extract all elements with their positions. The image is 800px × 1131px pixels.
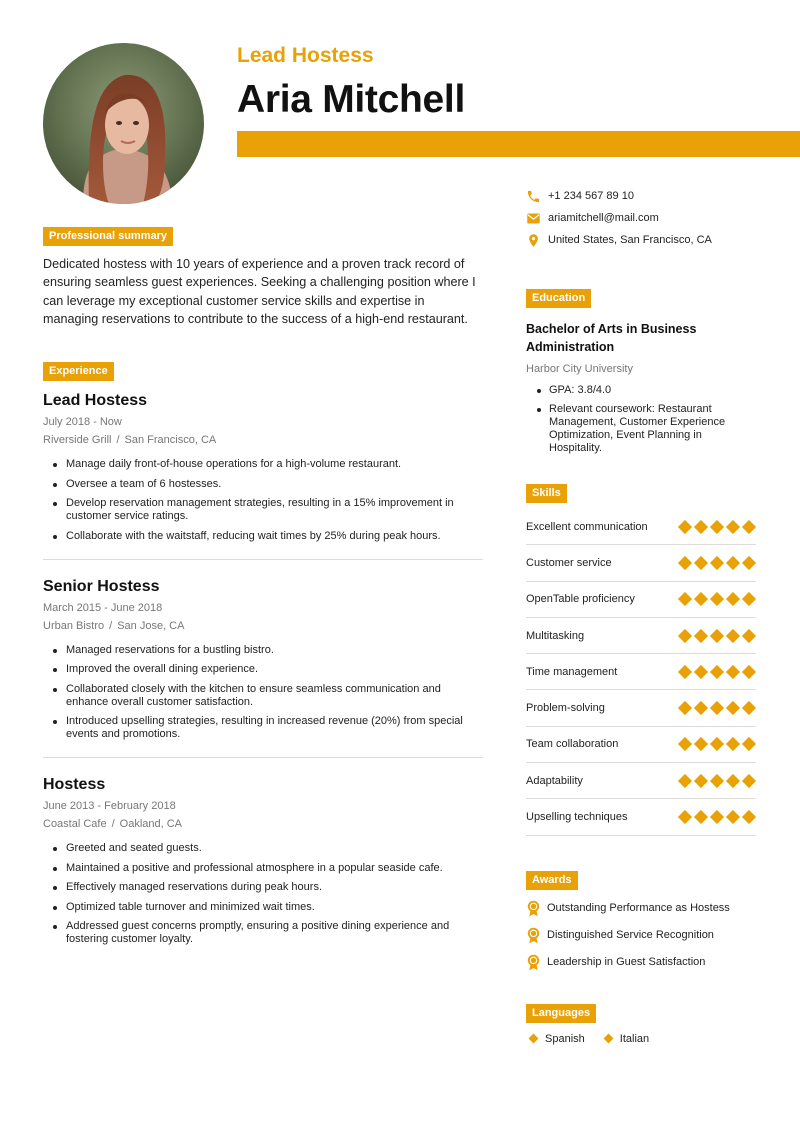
job-title: Lead Hostess (237, 44, 374, 67)
rating-diamond-icon (742, 701, 756, 715)
skill-rating (678, 776, 756, 786)
experience-heading: Experience (43, 362, 114, 381)
skill-name: Upselling techniques (526, 811, 628, 824)
skills-heading: Skills (526, 484, 567, 503)
rating-diamond-icon (726, 774, 740, 788)
separator: / (111, 818, 115, 831)
rating-diamond-icon (678, 737, 692, 751)
bullet-item: Effectively managed reservations during peak hours. (43, 881, 483, 894)
rating-diamond-icon (726, 665, 740, 679)
skill-row (526, 799, 756, 835)
skill-rating (678, 812, 756, 822)
location-text: United States, San Francisco, CA (548, 234, 712, 246)
skill-row (526, 763, 756, 799)
separator: / (109, 619, 113, 632)
accent-bar (237, 131, 800, 157)
divider (43, 559, 483, 560)
rating-diamond-icon (694, 737, 708, 751)
divider (43, 757, 483, 758)
skill-row (526, 690, 756, 726)
job-place (43, 434, 483, 446)
rating-diamond-icon (710, 665, 724, 679)
bullet-item: Collaborate with the waitstaff, reducing wait times by 25% during peak hours. (43, 530, 483, 543)
bullet-item: Improved the overall dining experience. (43, 663, 483, 676)
job-location: San Francisco, CA (124, 434, 217, 447)
rating-diamond-icon (694, 774, 708, 788)
rating-diamond-icon (694, 592, 708, 606)
bullet-item: Oversee a team of 6 hostesses. (43, 478, 483, 491)
rating-diamond-icon (742, 628, 756, 642)
rating-diamond-icon (710, 592, 724, 606)
rating-diamond-icon (742, 737, 756, 751)
rating-diamond-icon (710, 556, 724, 570)
bullet-item: Addressed guest concerns promptly, ensuring a positive dining experience and fostering customer loyalty. (43, 920, 483, 946)
job-title: Hostess (43, 776, 106, 794)
rating-diamond-icon (742, 774, 756, 788)
skill-rating (678, 522, 756, 532)
bullet-item: Greeted and seated guests. (43, 842, 483, 855)
skill-rating (678, 739, 756, 749)
rating-diamond-icon (742, 556, 756, 570)
language-item (526, 1033, 585, 1045)
awards-heading: Awards (526, 871, 578, 890)
skill-name: Time management (526, 665, 618, 678)
bullet-item: Collaborated closely with the kitchen to ensure seamless communication and enhance overall customer satisfaction. (43, 683, 483, 709)
skill-rating (678, 703, 756, 713)
skill-row (526, 582, 756, 618)
bullet-item: Relevant coursework: Restaurant Management, Customer Experience Optimization, Event Planning in Hospitality. (526, 403, 756, 455)
rating-diamond-icon (726, 810, 740, 824)
award-item (526, 895, 756, 922)
company-name: Coastal Cafe (43, 818, 107, 831)
bullet-item: Develop reservation management strategies, resulting in a 15% improvement in customer service ratings. (43, 497, 483, 523)
company-name: Urban Bistro (43, 619, 105, 632)
job-entry (43, 392, 483, 543)
job-entry (43, 776, 483, 946)
award-text: Leadership in Guest Satisfaction (547, 956, 706, 969)
medal-icon (526, 954, 541, 971)
rating-diamond-icon (678, 556, 692, 570)
rating-diamond-icon (726, 701, 740, 715)
bullet-item: GPA: 3.8/4.0 (526, 384, 756, 397)
phone-icon (526, 189, 541, 204)
skill-name: Team collaboration (526, 738, 619, 751)
job-dates: June 2013 - February 2018 (43, 800, 176, 813)
award-text: Outstanding Performance as Hostess (547, 902, 730, 915)
job-location: Oakland, CA (119, 818, 183, 831)
skill-name: Multitasking (526, 629, 585, 642)
rating-diamond-icon (678, 810, 692, 824)
rating-diamond-icon (694, 520, 708, 534)
medal-icon (526, 927, 541, 944)
education-bullets (526, 384, 756, 455)
rating-diamond-icon (678, 701, 692, 715)
rating-diamond-icon (678, 628, 692, 642)
bullet-item: Maintained a positive and professional atmosphere in a popular seaside cafe. (43, 862, 483, 875)
rating-diamond-icon (742, 810, 756, 824)
profile-photo (43, 43, 204, 204)
skills-list (526, 509, 756, 836)
rating-diamond-icon (678, 520, 692, 534)
contact-phone (526, 185, 756, 207)
full-name: Aria Mitchell (237, 78, 465, 121)
rating-diamond-icon (726, 592, 740, 606)
skill-rating (678, 594, 756, 604)
rating-diamond-icon (694, 701, 708, 715)
job-place (43, 818, 483, 830)
map-pin-icon (526, 233, 541, 248)
bullet-item: Managed reservations for a bustling bistro. (43, 644, 483, 657)
bullet-item: Manage daily front-of-house operations for a high-volume restaurant. (43, 458, 483, 471)
languages-list (526, 1033, 756, 1045)
award-item (526, 922, 756, 949)
rating-diamond-icon (710, 737, 724, 751)
languages-heading: Languages (526, 1004, 596, 1023)
rating-diamond-icon (710, 810, 724, 824)
phone-text: +1 234 567 89 10 (548, 190, 634, 202)
rating-diamond-icon (694, 556, 708, 570)
job-title: Lead Hostess (43, 392, 148, 410)
skill-name: OpenTable proficiency (526, 593, 635, 606)
job-location: San Jose, CA (117, 619, 185, 632)
contact-location (526, 229, 756, 251)
school-name: Harbor City University (526, 363, 633, 375)
skill-name: Excellent communication (526, 520, 648, 533)
medal-icon (526, 900, 541, 917)
degree-title: Bachelor of Arts in Business Administration (526, 322, 697, 354)
summary-heading: Professional summary (43, 227, 173, 246)
bullet-item: Optimized table turnover and minimized wait times. (43, 901, 483, 914)
diamond-bullet-icon (603, 1034, 613, 1044)
rating-diamond-icon (710, 520, 724, 534)
skill-rating (678, 631, 756, 641)
rating-diamond-icon (742, 592, 756, 606)
job-entry (43, 578, 483, 742)
rating-diamond-icon (678, 774, 692, 788)
award-item (526, 949, 756, 976)
rating-diamond-icon (710, 774, 724, 788)
rating-diamond-icon (726, 520, 740, 534)
company-name: Riverside Grill (43, 434, 112, 447)
rating-diamond-icon (694, 810, 708, 824)
rating-diamond-icon (742, 520, 756, 534)
rating-diamond-icon (694, 665, 708, 679)
portrait-image (43, 43, 204, 204)
rating-diamond-icon (710, 628, 724, 642)
rating-diamond-icon (678, 665, 692, 679)
job-dates: July 2018 - Now (43, 416, 122, 429)
skill-row (526, 509, 756, 545)
job-dates: March 2015 - June 2018 (43, 601, 163, 614)
skill-row (526, 654, 756, 690)
skill-row (526, 727, 756, 763)
awards-list (526, 895, 756, 976)
education-heading: Education (526, 289, 591, 308)
skill-rating (678, 558, 756, 568)
email-text: ariamitchell@mail.com (548, 212, 659, 224)
separator: / (116, 434, 120, 447)
rating-diamond-icon (726, 628, 740, 642)
job-bullets (43, 644, 483, 742)
right-column (526, 185, 756, 1045)
left-column (43, 226, 483, 953)
skill-name: Problem-solving (526, 702, 605, 715)
summary-text: Dedicated hostess with 10 years of experience and a proven track record of ensuring seamless guest experiences. Seeking a challenging position where I can leverage my exceptional customer service skills and expertise in managing reservations to contribute to the success of a high-end restaurant. (43, 257, 476, 326)
job-bullets (43, 842, 483, 946)
language-name: Spanish (545, 1032, 585, 1045)
job-place (43, 620, 483, 632)
skill-rating (678, 667, 756, 677)
rating-diamond-icon (726, 556, 740, 570)
diamond-bullet-icon (529, 1034, 539, 1044)
job-title: Senior Hostess (43, 577, 160, 595)
envelope-icon (526, 211, 541, 226)
language-name: Italian (619, 1032, 650, 1045)
skill-row (526, 618, 756, 654)
skill-row (526, 545, 756, 581)
rating-diamond-icon (726, 737, 740, 751)
rating-diamond-icon (678, 592, 692, 606)
award-text: Distinguished Service Recognition (547, 929, 714, 942)
rating-diamond-icon (742, 665, 756, 679)
rating-diamond-icon (694, 628, 708, 642)
contact-email (526, 207, 756, 229)
job-bullets (43, 458, 483, 543)
language-item (601, 1033, 649, 1045)
rating-diamond-icon (710, 701, 724, 715)
skill-name: Adaptability (526, 774, 583, 787)
skill-name: Customer service (526, 556, 612, 569)
bullet-item: Introduced upselling strategies, resulting in increased revenue (20%) from special events and promotions. (43, 715, 483, 741)
